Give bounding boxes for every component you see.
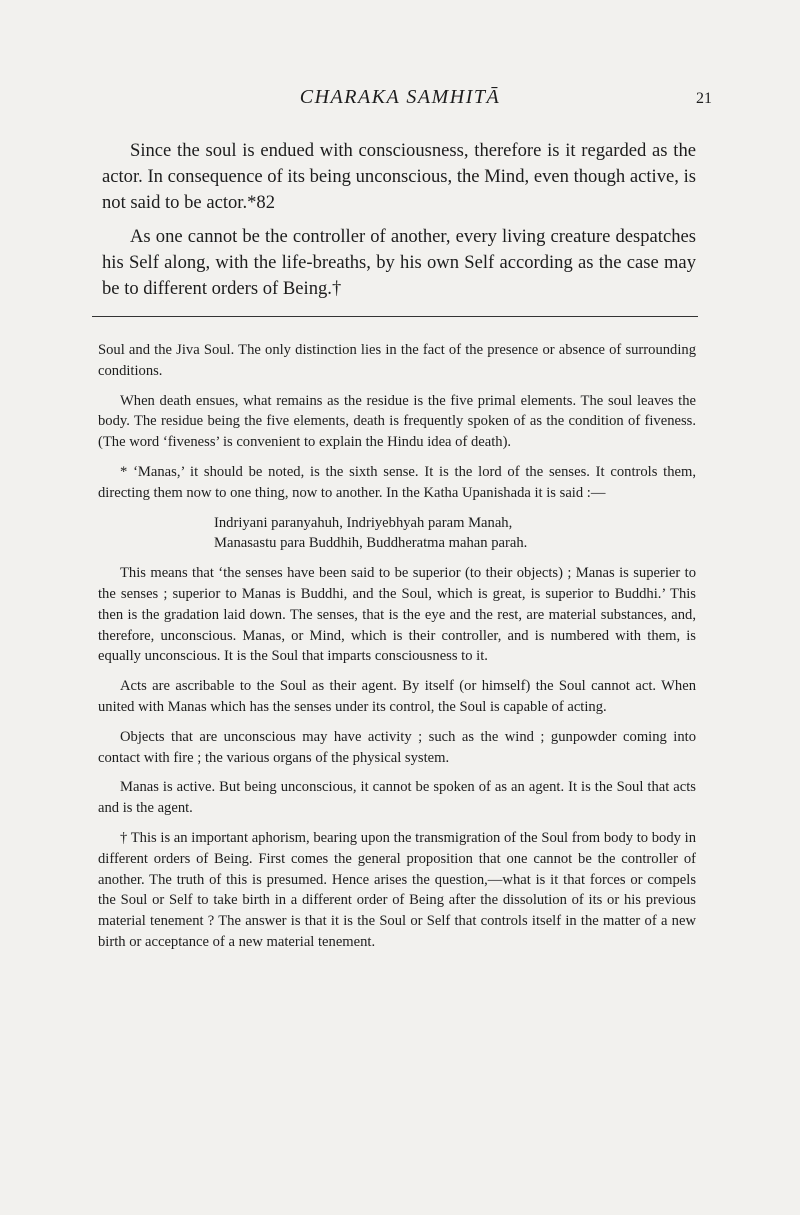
verse-line: Manasastu para Buddhih, Buddheratma mahan parah. xyxy=(214,535,528,552)
footnote-paragraph: Objects that are unconscious may have activity ; such as the wind ; gunpowder coming into contact with fire ; the various organs of the physical system. xyxy=(98,728,696,766)
footnote-paragraph: Soul and the Jiva Soul. The only distinction lies in the fact of the presence or absence of surrounding conditions. xyxy=(98,342,696,379)
footnote-paragraph: Acts are ascribable to the Soul as their agent. By itself (or himself) the Soul cannot act. When united with Manas which has the senses under its control, the Soul is capable of acting. xyxy=(98,678,696,715)
footnote-paragraph: When death ensues, what remains as the residue is the five primal elements. The soul leaves the body. The residue being the five elements, death is frequently spoken of as the condition of fiveness. (The word ‘fiveness’ is convenient to explain the Hindu idea of death). xyxy=(98,392,696,451)
main-paragraph: As one cannot be the controller of another, every living creature despatches his Self along, with the life-breaths, by his own Self according as the case may be to different orders of Being.† xyxy=(102,226,696,299)
footnotes xyxy=(98,340,696,962)
footnote-divider xyxy=(92,316,698,317)
footnote-paragraph: This means that ‘the senses have been said to be superior (to their objects) ; Manas is superier to the senses ; superior to Manas is Buddhi, and the Soul, which is great, is superior to Buddhi.’ This then is the gradation laid down. The senses, that is the eye and the rest, are material substances, and, therefore, unconscious. Manas, or Mind, which is their controller, and is numbered with them, is equally unconscious. It is the Soul that imparts consciousness to it. xyxy=(98,565,696,665)
footnote-paragraph: † This is an important aphorism, bearing upon the transmigration of the Soul from body to body in different orders of Being. First comes the general proposition that one cannot be the controller of another. The truth of this is presumed. Hence arises the question,—what is it that forces or compels the Soul or Self to take birth in a different order of Being after the dissolution of its or his previous material tenement ? The answer is that it is the Soul or Self that controls itself in the matter of a new birth or acceptance of a new material tenement. xyxy=(98,829,696,950)
main-text xyxy=(102,138,696,310)
verse-quote xyxy=(214,513,696,555)
main-paragraph: Since the soul is endued with consciousness, therefore is it regarded as the actor. In consequence of its being unconscious, the Mind, even though active, is not said to be actor.*82 xyxy=(102,140,696,213)
running-head: CHARAKA SAMHITĀ xyxy=(299,86,501,108)
verse-line: Indriyani paranyahuh, Indriyebhyah param Manah, xyxy=(214,514,513,531)
footnote-paragraph: Manas is active. But being unconscious, it cannot be spoken of as an agent. It is the Soul that acts and is the agent. xyxy=(98,779,696,817)
footnote-paragraph: * ‘Manas,’ it should be noted, is the sixth sense. It is the lord of the senses. It controls them, directing them now to one thing, now to another. In the Katha Upanishada it is said :— xyxy=(98,463,696,501)
page-header xyxy=(0,86,800,116)
page-number: 21 xyxy=(696,90,712,107)
